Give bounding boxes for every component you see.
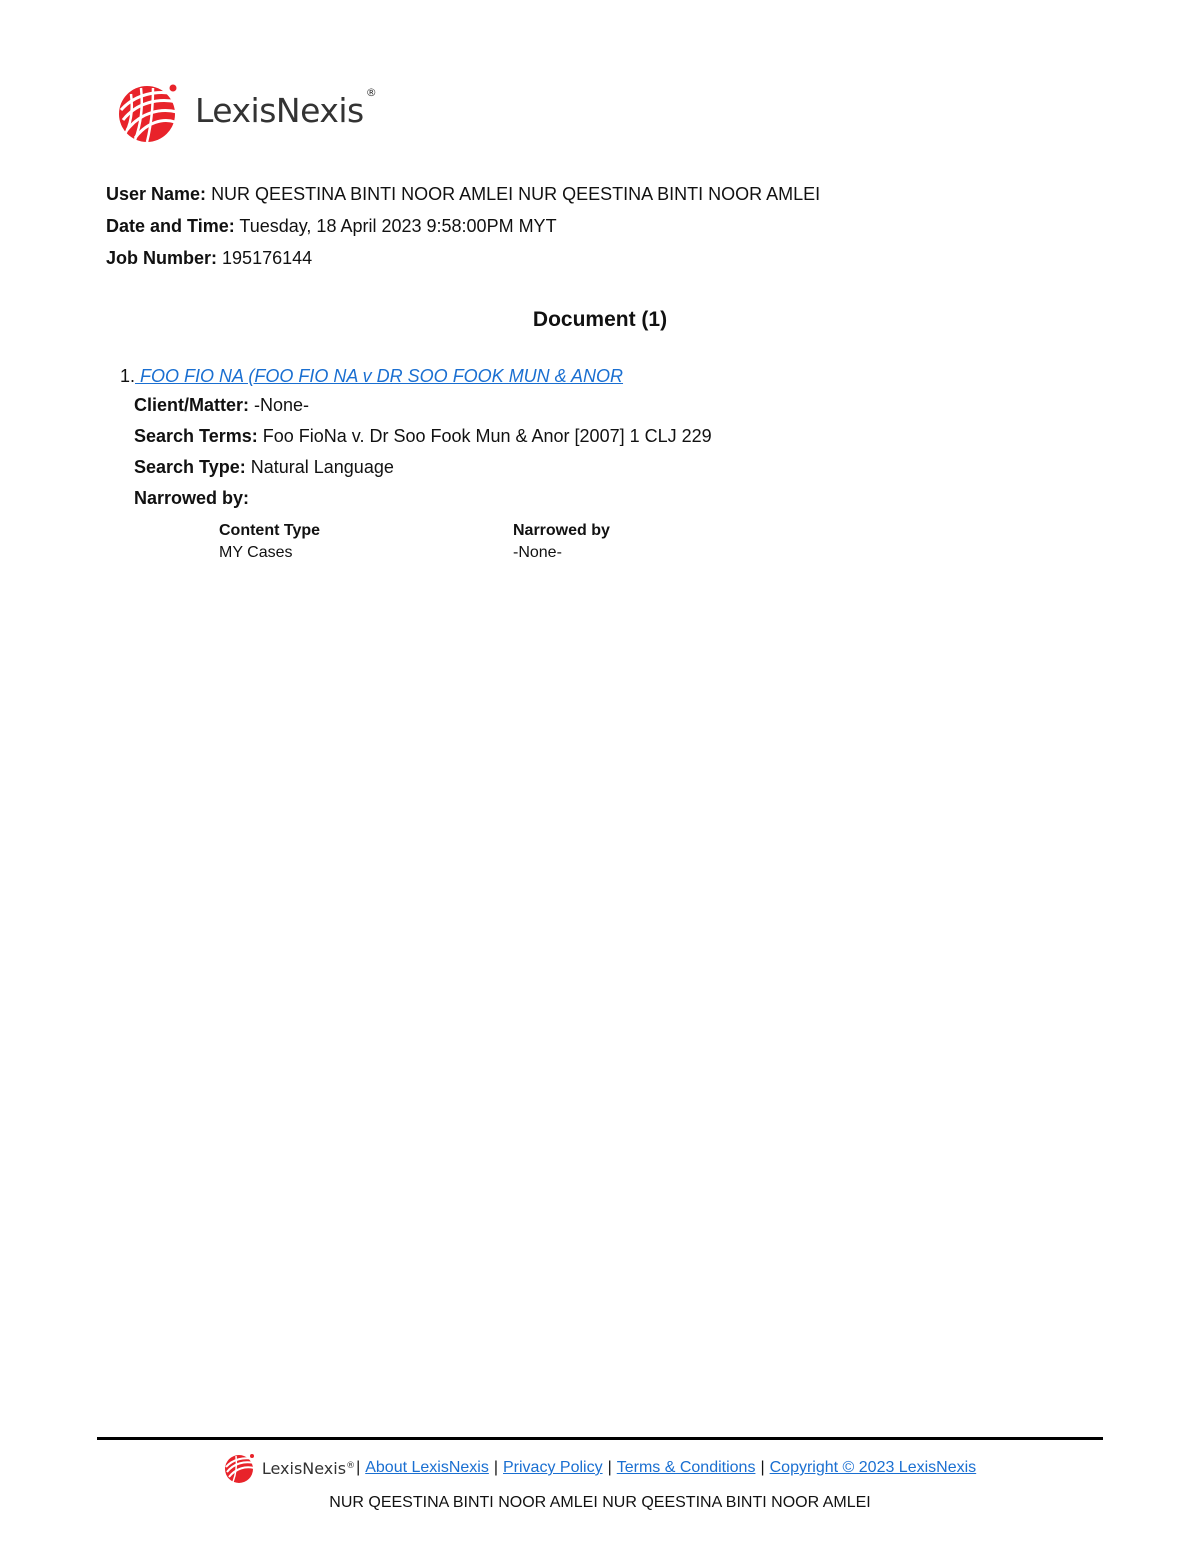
document-count-title: Document (1) (532, 308, 668, 331)
footer-separator: | (356, 1459, 361, 1476)
client-matter-value: -None- (254, 395, 310, 415)
search-terms-row (134, 421, 712, 452)
footer-user-name: NUR QEESTINA BINTI NOOR AMLEI NUR QEESTINA BINTI NOOR AMLEI (329, 1494, 871, 1511)
narrowed-by-value: -None- (513, 544, 562, 561)
lexisnexis-wordmark: LexisNexis ® (195, 85, 377, 130)
lexisnexis-globe-icon (117, 80, 181, 144)
content-type-column (219, 520, 320, 564)
terms-conditions-link[interactable]: Terms & Conditions (616, 1459, 756, 1476)
client-matter-label: Client/Matter: (134, 395, 250, 415)
job-meta (106, 178, 820, 274)
footer-logo (224, 1452, 355, 1484)
footer-wordmark: LexisNexis® (261, 1458, 356, 1478)
lexisnexis-logo (117, 80, 376, 144)
search-type-row (134, 452, 712, 483)
date-time-row (106, 210, 820, 242)
user-name-label: User Name: (106, 184, 207, 204)
job-number-label: Job Number: (106, 248, 218, 268)
copyright-link[interactable]: Copyright © 2023 LexisNexis (769, 1459, 977, 1476)
search-type-value: Natural Language (250, 457, 394, 477)
client-matter-row (134, 390, 712, 421)
privacy-policy-link[interactable]: Privacy Policy (503, 1459, 603, 1476)
user-name-row (106, 178, 820, 210)
date-time-label: Date and Time: (106, 216, 235, 236)
date-time-value: Tuesday, 18 April 2023 9:58:00PM MYT (239, 216, 557, 236)
job-number-value: 195176144 (222, 248, 313, 268)
search-terms-value: Foo FioNa v. Dr Soo Fook Mun & Anor [2007] 1 CLJ 229 (262, 426, 712, 446)
narrowed-by-header: Narrowed by (513, 522, 610, 539)
search-terms-label: Search Terms: (134, 426, 258, 446)
lexisnexis-globe-icon (224, 1452, 256, 1484)
content-type-header: Content Type (219, 522, 321, 539)
footer-separator: | (493, 1459, 498, 1476)
search-type-label: Search Type: (134, 457, 246, 477)
narrowed-by-row (134, 483, 712, 514)
footer-divider (97, 1437, 1103, 1440)
narrowed-by-column (513, 520, 610, 564)
footer-links (0, 1452, 1200, 1484)
item-number: 1. (120, 366, 136, 386)
user-name-value: NUR QEESTINA BINTI NOOR AMLEI NUR QEESTINA BINTI NOOR AMLEI (211, 184, 821, 204)
job-number-row (106, 242, 820, 274)
narrowed-by-label: Narrowed by: (134, 488, 250, 508)
document-list-item (120, 360, 623, 392)
search-details (134, 390, 712, 514)
footer-separator: | (760, 1459, 765, 1476)
content-type-value: MY Cases (219, 544, 293, 561)
about-link[interactable]: About LexisNexis (365, 1459, 489, 1476)
footer-separator: | (607, 1459, 612, 1476)
case-link[interactable]: FOO FIO NA (FOO FIO NA v DR SOO FOOK MUN & ANOR (135, 366, 624, 386)
